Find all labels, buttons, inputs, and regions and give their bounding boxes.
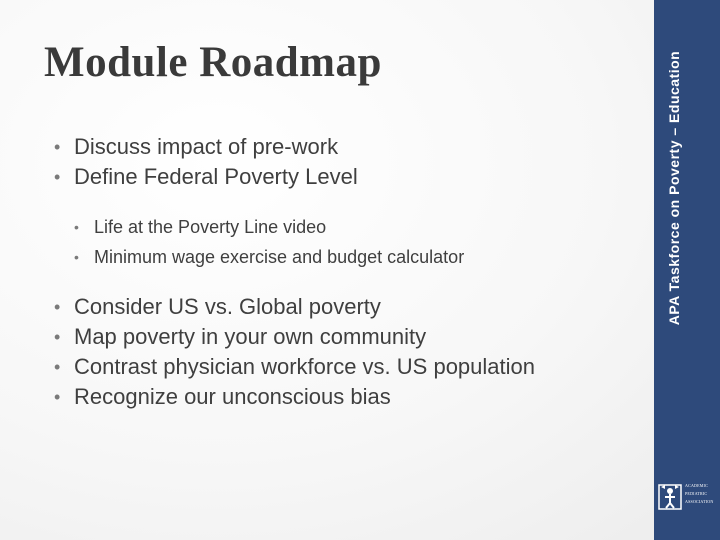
sidebar-label: APA Taskforce on Poverty – Education bbox=[666, 50, 682, 326]
bullet-marker: • bbox=[54, 137, 61, 157]
apa-logo-icon bbox=[657, 481, 683, 513]
bullet-item bbox=[54, 382, 634, 412]
logo-line: ACADEMIC bbox=[685, 483, 708, 488]
bullet-marker: • bbox=[54, 327, 61, 347]
slide-title: Module Roadmap bbox=[44, 39, 382, 86]
sub-bullet-item bbox=[74, 212, 634, 242]
bullet-list bbox=[54, 132, 634, 412]
bullet-text: Recognize our unconscious bias bbox=[74, 384, 391, 409]
bullet-marker: • bbox=[54, 167, 61, 187]
logo-text bbox=[685, 482, 719, 506]
bullet-text: Contrast physician workforce vs. US population bbox=[74, 354, 535, 379]
apa-logo bbox=[657, 478, 717, 518]
bullet-marker: • bbox=[54, 387, 61, 407]
logo-line: ASSOCIATION bbox=[685, 499, 714, 504]
sidebar bbox=[654, 0, 720, 540]
bullet-text: Map poverty in your own community bbox=[74, 324, 427, 349]
bullet-item bbox=[54, 292, 634, 322]
bullet-item bbox=[54, 132, 634, 162]
bullet-marker: • bbox=[74, 219, 79, 235]
bullet-text: Consider US vs. Global poverty bbox=[74, 294, 381, 319]
bullet-text: Discuss impact of pre-work bbox=[74, 134, 339, 159]
bullet-marker: • bbox=[74, 249, 79, 265]
bullet-text: Minimum wage exercise and budget calculator bbox=[94, 247, 465, 267]
bullet-item bbox=[54, 352, 634, 382]
logo-line: PEDIATRIC bbox=[685, 491, 708, 496]
sub-bullet-item bbox=[74, 242, 634, 272]
bullet-marker: • bbox=[54, 357, 61, 377]
bullet-marker: • bbox=[54, 297, 61, 317]
bullet-item bbox=[54, 162, 634, 192]
bullet-text: Define Federal Poverty Level bbox=[74, 164, 358, 189]
bullet-text: Life at the Poverty Line video bbox=[94, 217, 327, 237]
bullet-item bbox=[54, 322, 634, 352]
